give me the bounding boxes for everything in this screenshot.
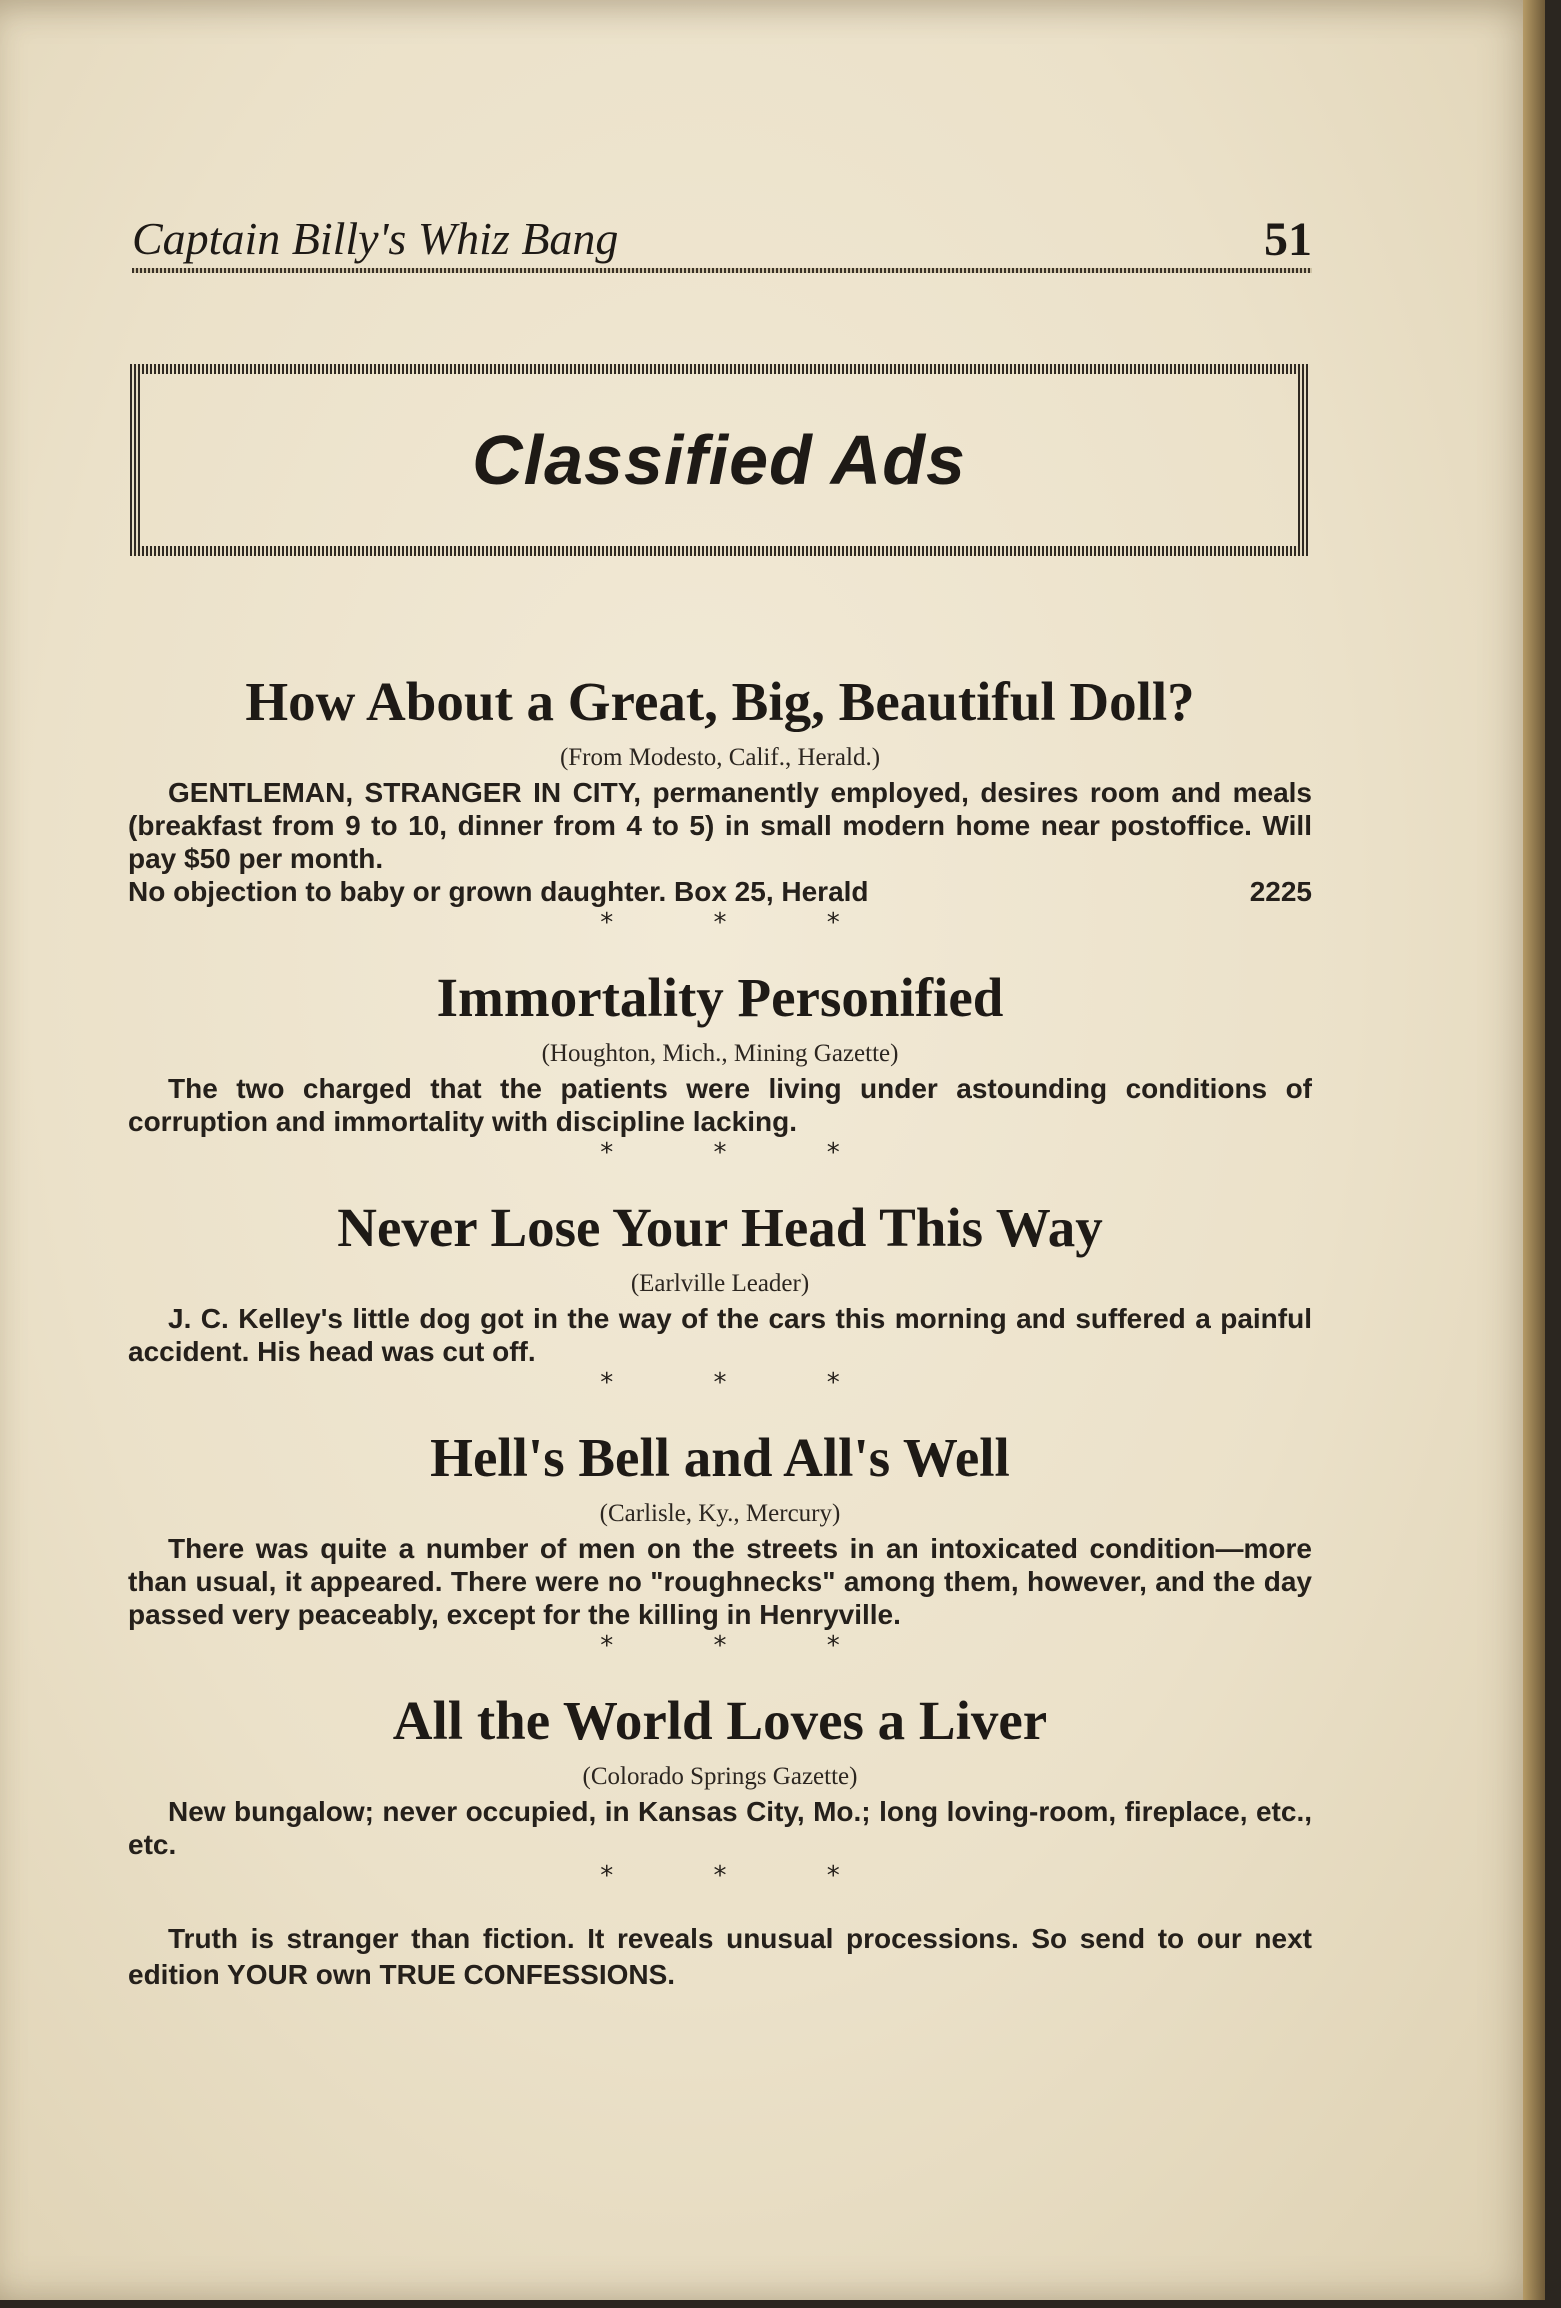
closing-note: Truth is stranger than fiction. It reveals unusual processions. So send to our next edition YOUR own TRUE CONFESSIONS. <box>128 1923 1312 1990</box>
ad-item <box>128 1687 1312 1891</box>
ad-source: (Colorado Springs Gazette) <box>582 1763 858 1790</box>
separator-stars: * * * <box>600 1631 886 1661</box>
page-number: 51 <box>1264 213 1312 266</box>
separator-stars: * * * <box>600 1368 886 1398</box>
ad-source: (Earlville Leader) <box>630 1270 810 1297</box>
separator-stars: * * * <box>600 1138 886 1168</box>
running-head <box>132 212 1312 272</box>
classified-ads-banner <box>130 364 1308 556</box>
ad-item <box>128 668 1312 938</box>
ad-headline: Hell's Bell and All's Well <box>430 1427 1010 1488</box>
separator-stars: * * * <box>600 1861 886 1891</box>
page-spine-edge <box>1523 0 1545 2300</box>
ad-body: GENTLEMAN, STRANGER IN CITY, permanently employed, desires room and meals (breakfast from 9 to 10, dinner from 4 to 5) in small modern home near postoffice. Will pay $50 per month. <box>128 777 1312 874</box>
ad-item <box>128 1424 1312 1661</box>
ad-box-number: 2225 <box>1249 876 1312 907</box>
separator-stars: * * * <box>600 908 886 938</box>
ad-body: New bungalow; never occupied, in Kansas City, Mo.; long loving-room, fireplace, etc., etc. <box>128 1796 1312 1860</box>
ad-headline: How About a Great, Big, Beautiful Doll? <box>245 671 1195 732</box>
ad-body: The two charged that the patients were living under astounding conditions of corruption and immortality with discipline lacking. <box>128 1073 1312 1137</box>
ad-source: (From Modesto, Calif., Herald.) <box>559 744 881 771</box>
banner-title: Classified Ads <box>472 421 966 499</box>
ad-headline: Never Lose Your Head This Way <box>337 1197 1103 1258</box>
ad-body: J. C. Kelley's little dog got in the way of the cars this morning and suffered a painful accident. His head was cut off. <box>128 1303 1312 1367</box>
ad-item <box>128 1194 1312 1398</box>
ads-column <box>128 668 1312 1993</box>
ad-body: There was quite a number of men on the streets in an intoxicated condition—more than usual, it appeared. There were no "roughnecks" among them, however, and the day passed very peaceably, except for the killing in Henryville. <box>128 1533 1312 1630</box>
ad-body-last-text: No objection to baby or grown daughter. Box 25, Herald <box>128 876 869 907</box>
ad-source: (Houghton, Mich., Mining Gazette) <box>541 1040 899 1067</box>
ad-headline: Immortality Personified <box>436 967 1004 1028</box>
ad-item <box>128 964 1312 1168</box>
running-head-title: Captain Billy's Whiz Bang <box>132 213 619 264</box>
ad-body-last-line <box>128 875 1312 908</box>
ad-headline: All the World Loves a Liver <box>392 1690 1048 1751</box>
running-head-rule <box>132 268 1312 273</box>
ad-source: (Carlisle, Ky., Mercury) <box>599 1500 841 1527</box>
